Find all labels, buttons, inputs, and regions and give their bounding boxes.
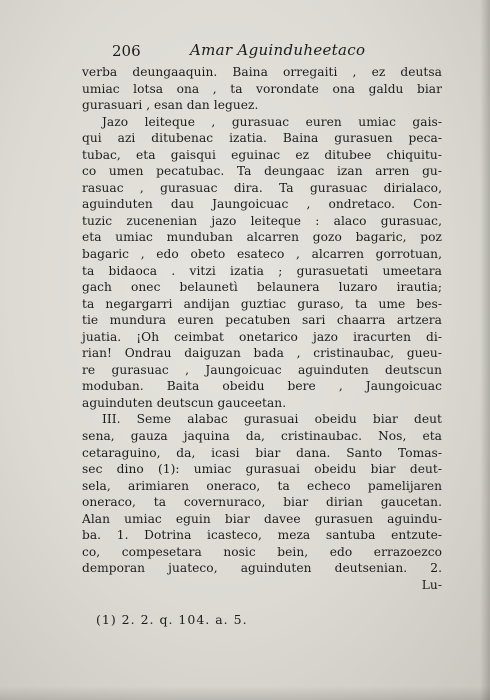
running-title: Amar Aguinduheetaco (190, 41, 366, 59)
text-line: re gurasuac , Jaungoicuac aguinduten deutscun (82, 362, 442, 377)
text-line: rasuac , gurasuac dira. Ta gurasuac dirialaco, (82, 180, 442, 195)
text-line: umiac lotsa ona , ta vorondate ona galdu biar (82, 81, 442, 96)
text-line: ta negargarri andijan guztiac guraso, ta ume bes- (82, 296, 442, 311)
text-line: ta bidaoca . vitzi izatia ; gurasuetati umeetara (82, 263, 442, 278)
footnote: (1) 2. 2. q. 104. a. 5. (96, 612, 248, 627)
text-line: oneraco, ta covernuraco, biar dirian gaucetan. (82, 495, 442, 510)
text-line: sec dino (1): umiac gurasuai obeidu biar deut- (82, 462, 442, 477)
text-line: rian! Ondrau daiguzan bada , cristinaubac, gueu- (82, 346, 442, 361)
text-line: tie mundura euren pecatuben sari chaarra artzera (82, 313, 442, 328)
text-line: tubac, eta gaisqui eguinac ez ditubee chiquitu- (82, 147, 442, 162)
text-line: Alan umiac eguin biar davee gurasuen aguindu- (82, 511, 442, 526)
text-line: juatia. ¡Oh ceimbat onetarico jazo iracurten di- (82, 329, 442, 344)
text-line: verba deungaaquin. Baina orregaiti , ez deutsa (82, 65, 442, 79)
text-line: eta umiac munduban alcarren gozo bagaric, poz (82, 230, 442, 245)
text-line: qui azi ditubenac izatia. Baina gurasuen peca- (82, 131, 442, 146)
text-line: sena, gauza jaquina da, cristinaubac. Nos, eta (82, 429, 442, 444)
text-line: ba. 1. Dotrina icasteco, meza santuba entzute- (82, 528, 442, 543)
text-line: sela, arimiaren oneraco, ta echeco pamelijaren (82, 478, 442, 493)
text-line: aguinduten deutscun gauceetan. (82, 395, 287, 410)
body-text (82, 64, 442, 594)
paragraph-start-line: Jazo leiteque , gurasuac euren umiac gais- (102, 114, 442, 129)
text-line: bagaric , edo obeto esateco , alcarren gorrotuan, (82, 247, 442, 262)
page-edge-shadow (480, 0, 490, 700)
text-line: co umen pecatubac. Ta deungaac izan arren gu- (82, 164, 442, 179)
text-line: gach onec belaunetì belaunera luzaro irautia; (82, 280, 442, 295)
text-line: cetaraguino, da, icasi biar dana. Santo Tomas- (82, 445, 442, 460)
text-line: tuzic zucenenian jazo leiteque : alaco gurasuac, (82, 213, 442, 228)
text-line: aguinduten dau Jaungoicuac , ondretaco. Con- (82, 197, 442, 212)
text-line: co, compesetara nosic bein, edo errazoezco (82, 544, 442, 559)
catchword: Lu- (421, 577, 442, 592)
page-number: 206 (112, 42, 141, 60)
page-header (112, 42, 412, 64)
text-line: moduban. Baita obeidu bere , Jaungoicuac (82, 379, 442, 394)
text-line: gurasuari , esan dan leguez. (82, 98, 259, 113)
text-line: demporan juateco, aguinduten deutsenian. 2. (82, 561, 442, 576)
page-bottom-shadow (0, 686, 490, 700)
paragraph-start-line: III. Seme alabac gurasuai obeidu biar deut (102, 412, 442, 427)
